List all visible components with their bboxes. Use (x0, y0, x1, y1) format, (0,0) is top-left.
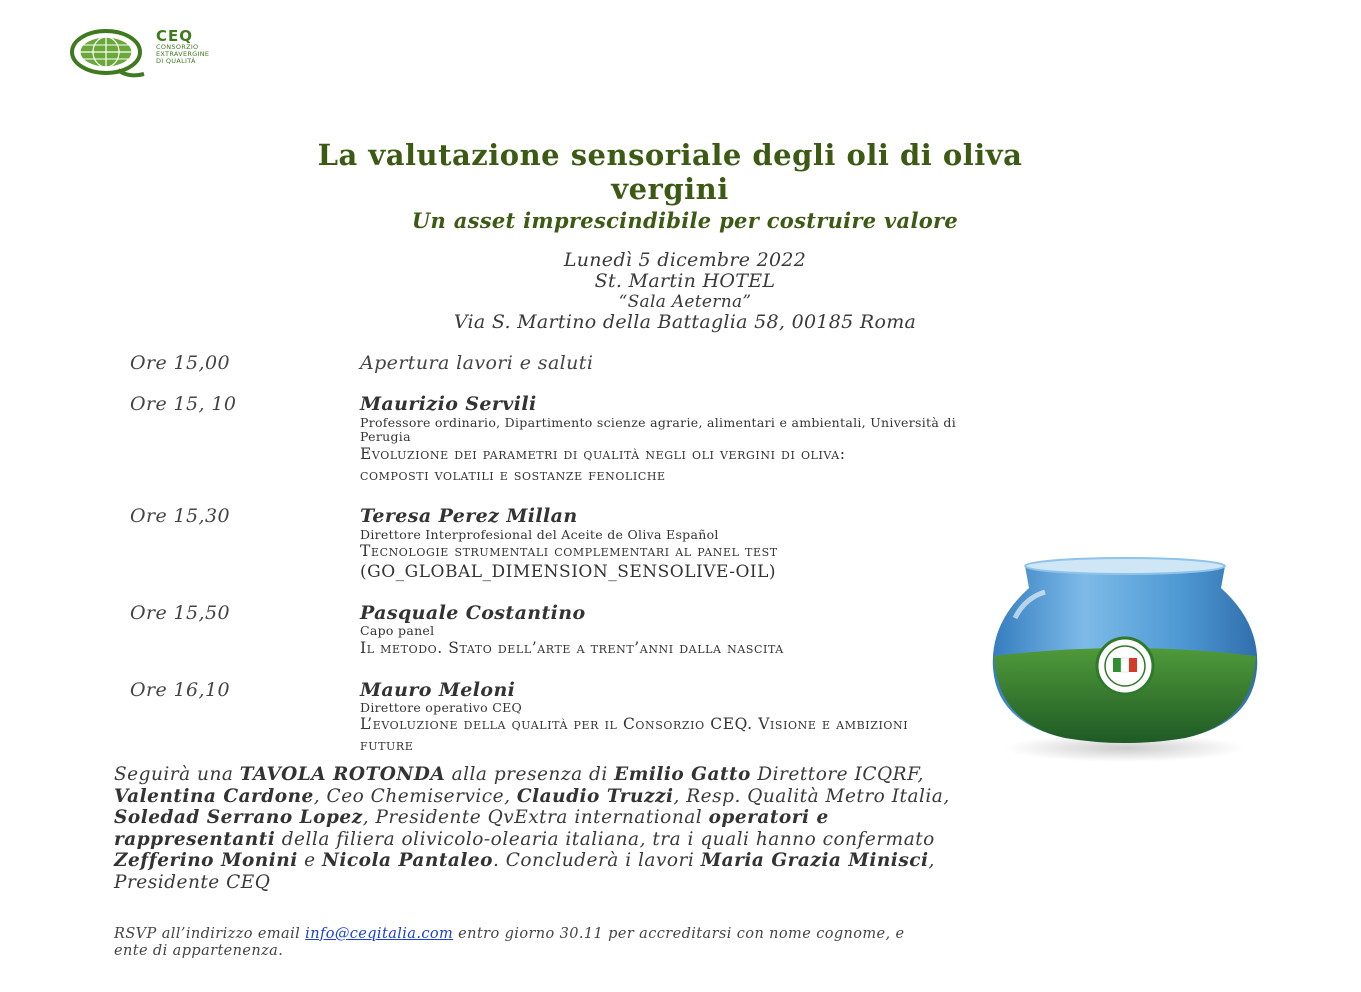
logo-name: CEQ (156, 27, 194, 45)
agenda-role: Perugia (360, 429, 411, 444)
logo-line: DI QUALITÀ (156, 57, 196, 65)
agenda-talk: Il metodo. Stato dell’arte a trent’anni dalla nascita (360, 639, 784, 657)
agenda-time: Ore 15,30 (130, 505, 230, 527)
tasting-glass-illustration (985, 548, 1265, 768)
rsvp-email-link[interactable]: info@ceqitalia.com (305, 926, 454, 942)
agenda-role: Direttore Interprofesional del Aceite de Oliva Español (360, 527, 719, 542)
logo-line: CONSORZIO (156, 43, 199, 51)
agenda-talk: future (360, 736, 414, 754)
agenda-talk: L’evoluzione della qualità per il Consorzio CEQ. Visione e ambizioni (360, 715, 909, 733)
document-title-line1: La valutazione sensoriale degli oli di oliva (317, 138, 1023, 172)
agenda-role: Capo panel (360, 623, 435, 638)
agenda-time: Ore 15, 10 (130, 393, 237, 415)
agenda-talk: Evoluzione dei parametri di qualità negli oli vergini di oliva: (360, 445, 846, 463)
document-title-line2: vergini (611, 172, 729, 206)
agenda-time: Ore 16,10 (130, 679, 230, 701)
guest-name: Nicola Pantaleo (321, 850, 493, 871)
event-date: Lunedì 5 dicembre 2022 (563, 249, 807, 271)
agenda-speaker: Maurizio Servili (360, 393, 537, 415)
guest-name: Maria Grazia Minisci (700, 850, 929, 871)
event-room: “Sala Aeterna” (618, 292, 752, 312)
rsvp-note: RSVP all’indirizzo email info@ceqitalia.com entro giorno 30.11 per accreditarsi con nome cognome, e ente di appartenenza. (114, 926, 905, 959)
agenda-role: Professore ordinario, Dipartimento scienze agrarie, alimentari e ambientali, Università di (360, 415, 956, 430)
agenda-opening: Apertura lavori e saluti (360, 352, 594, 374)
event-address: Via S. Martino della Battaglia 58, 00185 Roma (453, 311, 917, 333)
guest-name: Valentina Cardone (114, 785, 314, 807)
roundtable-heading: TAVOLA ROTONDA (239, 764, 446, 785)
guest-name: Claudio Truzzi (516, 785, 674, 807)
guest-name: Zefferino Monini (114, 850, 298, 871)
agenda-talk-code: (GO_GLOBAL_DIMENSION_SENSOLIVE-OIL) (360, 562, 777, 582)
logo-line: EXTRAVERGINE (156, 50, 210, 58)
globe-q-logo-icon (66, 26, 150, 80)
event-venue: St. Martin HOTEL (594, 270, 776, 292)
roundtable-paragraph: Seguirà una TAVOLA ROTONDA alla presenza di Emilio Gatto Direttore ICQRF, Valentina Cardone, Ceo Chemiservice, Claudio Truzzi, Resp. Qualità Metro Italia, Soledad Serrano Lopez, Presidente QvExtra international operatori e rappresentanti della filiera olivicolo-olearia italiana, tra i quali hanno confermato Zefferino Monini e Nicola Pantaleo. Concluderà i lavori Maria Grazia Minisci, Presidente CEQ (114, 764, 950, 893)
agenda-speaker: Pasquale Costantino (360, 602, 586, 624)
guest-name: Soledad Serrano Lopez (114, 807, 363, 828)
agenda-role: Direttore operativo CEQ (360, 700, 523, 715)
agenda-time: Ore 15,50 (130, 602, 230, 624)
agenda-speaker: Mauro Meloni (360, 679, 516, 701)
agenda-talk: composti volatili e sostanze fenoliche (360, 466, 666, 484)
agenda-speaker: Teresa Perez Millan (360, 505, 578, 527)
ceq-logo (66, 26, 246, 80)
guest-name: Emilio Gatto (614, 764, 751, 785)
agenda-time: Ore 15,00 (130, 352, 230, 374)
document-subtitle: Un asset imprescindibile per costruire valore (411, 208, 959, 233)
agenda-talk: Tecnologie strumentali complementari al panel test (360, 542, 778, 560)
